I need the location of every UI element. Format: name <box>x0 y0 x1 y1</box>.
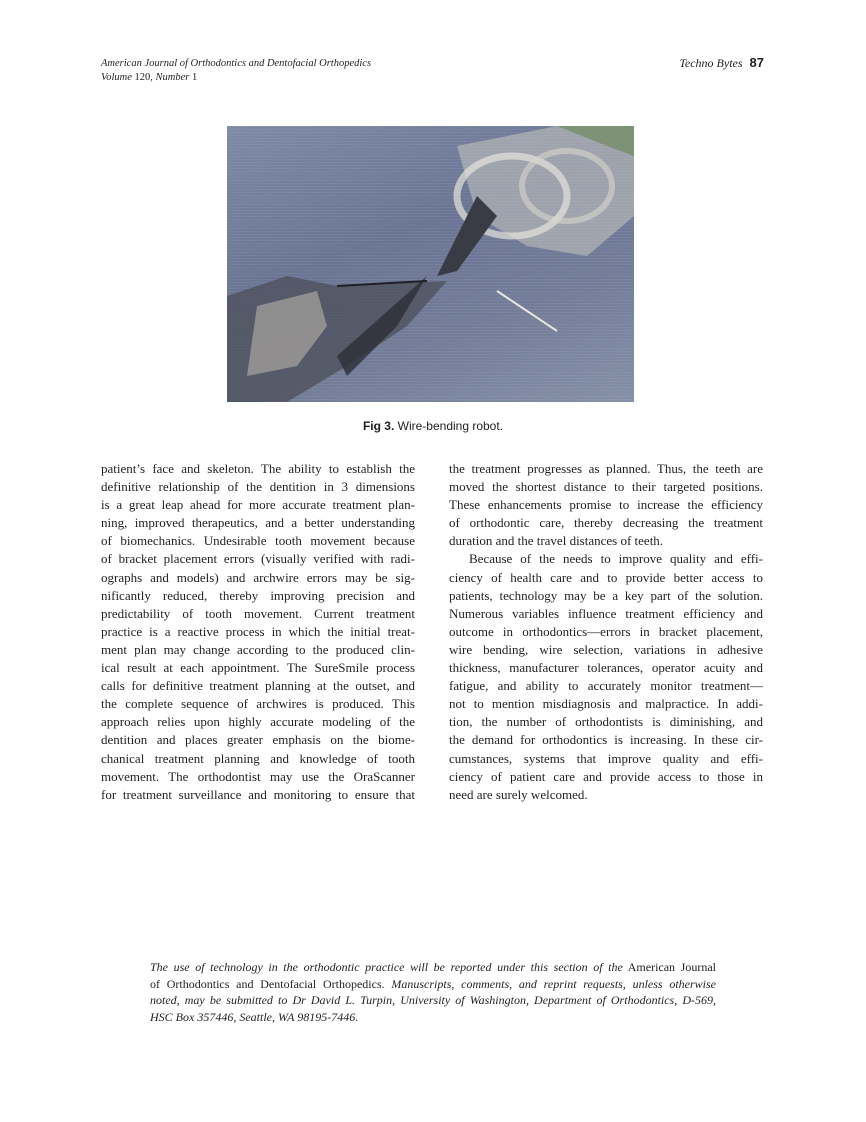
body-text-line: tion, the number of orthodontists is diminishing, and <box>449 714 763 730</box>
body-text-line: ical result at each appointment. The SureSmile process <box>101 660 415 676</box>
figure-caption <box>0 419 866 433</box>
footnote-line: noted, may be submitted to Dr David L. Turpin, University of Washington, Department of Orthodontics, D-569, <box>150 993 716 1007</box>
body-text-line: the treatment progresses as planned. Thus, the teeth are <box>449 461 763 476</box>
body-text-line: chanical treatment planning and knowledge of tooth <box>101 750 415 766</box>
body-text-line: movement. The orthodontist may use the OraScanner <box>101 768 415 784</box>
body-text-line: nificantly reduced, thereby improving precision and <box>101 587 415 603</box>
page-number: 87 <box>749 55 764 70</box>
body-text-line: patient’s face and skeleton. The ability to establish the <box>101 461 415 476</box>
body-text-line: is a great leap ahead for more accurate treatment plan- <box>101 497 415 513</box>
body-text-line: of bracket placement errors (visually verified with radi- <box>101 551 415 567</box>
body-text-line: of orthodontic care, thereby decreasing the treatment <box>449 515 763 531</box>
footnote-line: HSC Box 357446, Seattle, WA 98195-7446. <box>150 1009 359 1024</box>
robot-photo-illustration <box>227 126 634 402</box>
running-header-right <box>679 55 764 71</box>
body-text-line: ment plan may change according to the produced clin- <box>101 641 415 657</box>
body-text-line: need are surely welcomed. <box>449 786 588 802</box>
section-name: Techno Bytes <box>679 56 743 70</box>
body-text-line: dentition and places greater emphasis on the biome- <box>101 732 415 748</box>
body-text-line: outcome in orthodontics—errors in bracket placement, <box>449 623 763 639</box>
footnote-line: of Orthodontics and Dentofacial Orthopedics. Manuscripts, comments, and reprint requests, unless otherwise <box>150 976 717 991</box>
body-text-line: patients, technology may be a key part of the solution. <box>449 587 763 603</box>
body-column-right <box>449 460 763 804</box>
body-text-line: Numerous variables influence treatment efficiency and <box>449 605 763 621</box>
body-text-line: definitive relationship of the dentition in 3 dimensions <box>101 479 415 495</box>
body-text-line: ographs and models) and archwire errors may be sig- <box>101 569 415 585</box>
body-text-line: for treatment surveillance and monitoring to ensure that <box>101 786 415 802</box>
body-text-line: thickness, manufacturer tolerances, operator acuity and <box>449 660 763 676</box>
body-text-line: of biomechanics. Undesirable tooth movement because <box>101 533 415 549</box>
body-text-line: approach relies upon highly accurate modeling of the <box>101 714 415 730</box>
body-text-line: ciency of patient care and provide access to those in <box>449 768 763 784</box>
journal-title: American Journal of Orthodontics and Dentofacial Orthopedics <box>101 58 372 69</box>
figure-label: Fig 3. <box>362 419 395 433</box>
body-text-line: ning, improved therapeutics, and a better understanding <box>101 515 415 531</box>
section-footnote <box>150 959 716 1025</box>
body-column-left <box>101 460 415 804</box>
wire-bending-robot-photo <box>227 126 634 402</box>
body-text-line: wire bending, wire selection, variations in adhesive <box>449 641 763 657</box>
body-text-line: These enhancements promise to increase the efficiency <box>449 497 763 513</box>
body-text-line: duration and the travel distances of teeth. <box>449 533 664 549</box>
body-text-line: the complete sequence of archwires is produced. This <box>101 696 415 712</box>
volume-number: Volume 120, Number 1 <box>101 72 198 83</box>
body-text-line: fatigue, and ability to accurately monitor treatment— <box>449 678 763 694</box>
body-text-line: moved the shortest distance to their targeted positions. <box>449 479 763 495</box>
body-text-line: cumstances, systems that improve quality and effi- <box>449 750 763 766</box>
body-text-line: calls for definitive treatment planning at the outset, and <box>101 678 415 694</box>
running-header-left <box>101 57 371 85</box>
body-text-line: the demand for orthodontics is increasing. In these cir- <box>449 732 763 748</box>
body-text-line: practice is a reactive process in which the initial treat- <box>101 623 415 639</box>
footnote-line: The use of technology in the orthodontic practice will be reported under this section of the American Journal <box>150 960 716 974</box>
figure-caption-text: Wire-bending robot. <box>397 419 504 433</box>
body-text-line: Because of the needs to improve quality and effi- <box>469 551 763 567</box>
body-text-line: predictability of tooth movement. Current treatment <box>101 605 415 621</box>
body-text-line: ciency of health care and to provide better access to <box>449 569 763 585</box>
body-text-line: not to mention misdiagnosis and malpractice. In addi- <box>449 696 763 712</box>
